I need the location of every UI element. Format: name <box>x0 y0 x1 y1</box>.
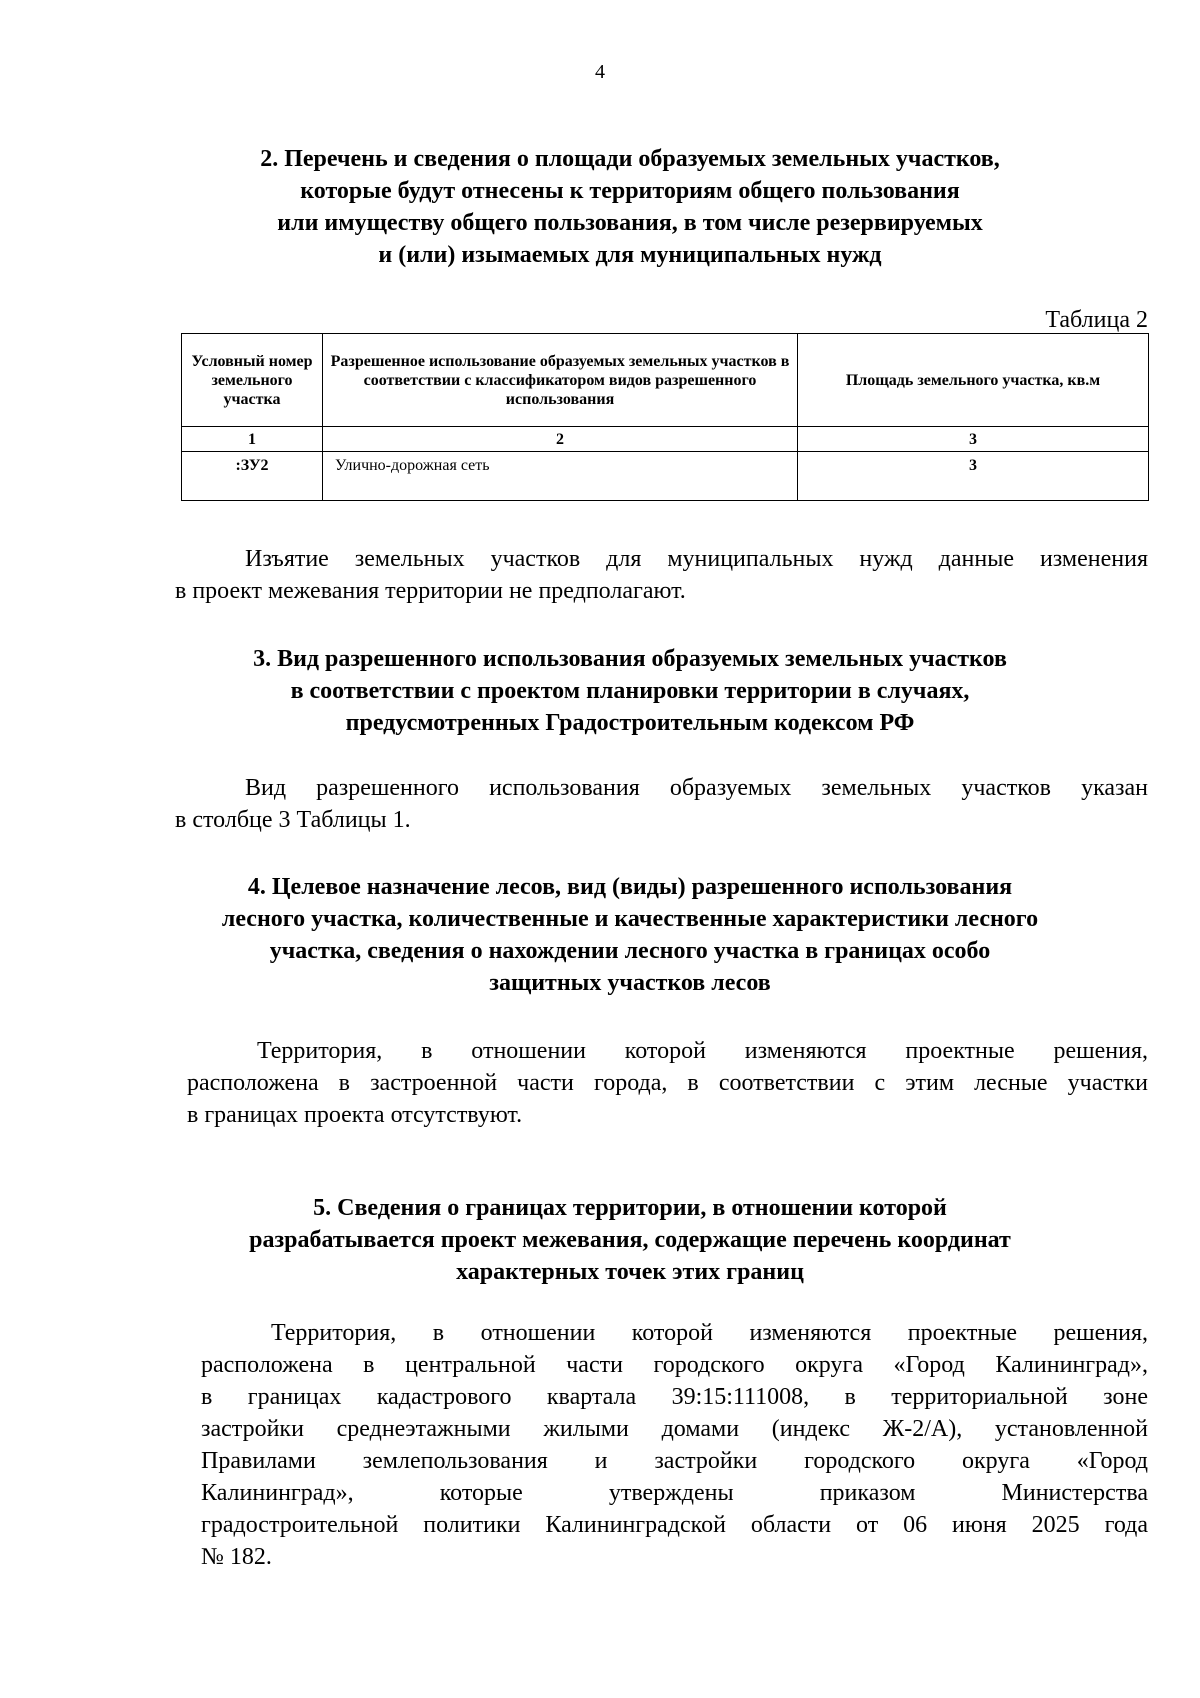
section-4-heading <box>150 871 1110 999</box>
paragraph-line: в проект межевания территории не предполагают. <box>175 578 686 604</box>
section-2-heading <box>150 143 1110 271</box>
paragraph-line: расположена в застроенной части города, в соответствии с этим лесные участки <box>187 1070 1148 1096</box>
paragraph-line: в столбце 3 Таблицы 1. <box>175 807 411 833</box>
paragraph-line: застройки среднеэтажными жилыми домами (индекс Ж-2/А), установленной <box>201 1416 1148 1442</box>
table-cell: :ЗУ2 <box>182 452 323 501</box>
heading-line: разрабатывается проект межевания, содержащие перечень координат <box>249 1227 1011 1253</box>
heading-line: и (или) изымаемых для муниципальных нужд <box>378 242 882 268</box>
header-plot-area: Площадь земельного участка, кв.м <box>798 334 1149 427</box>
column-number: 1 <box>182 427 323 452</box>
column-number: 2 <box>323 427 798 452</box>
heading-line: участка, сведения о нахождении лесного участка в границах особо <box>269 938 991 964</box>
heading-line: предусмотренных Градостроительным кодексом РФ <box>345 710 915 736</box>
heading-line: которые будут отнесены к территориям общего пользования <box>300 178 960 204</box>
paragraph-line: № 182. <box>201 1544 272 1570</box>
heading-line: 3. Вид разрешенного использования образуемых земельных участков <box>253 646 1007 672</box>
table-cell: 3 <box>798 452 1149 501</box>
section-3-paragraph <box>175 772 1148 836</box>
heading-line: 4. Целевое назначение лесов, вид (виды) разрешенного использования <box>247 874 1013 900</box>
section-5-heading <box>150 1192 1110 1288</box>
heading-line: 2. Перечень и сведения о площади образуемых земельных участков, <box>260 146 1000 172</box>
paragraph-line: Калининград», которые утверждены приказом Министерства <box>201 1480 1148 1506</box>
heading-line: лесного участка, количественные и качественные характеристики лесного <box>221 906 1039 932</box>
paragraph-line: Правилами землепользования и застройки городского округа «Город <box>201 1448 1148 1474</box>
paragraph-line: Вид разрешенного использования образуемых земельных участков указан <box>245 775 1148 801</box>
header-permitted-use: Разрешенное использование образуемых земельных участков в соответствии с классификатором видов разрешенного использования <box>323 334 798 427</box>
table-cell: Улично-дорожная сеть <box>323 452 798 501</box>
section-5-paragraph <box>201 1317 1148 1573</box>
heading-line: 5. Сведения о границах территории, в отношении которой <box>313 1195 947 1221</box>
paragraph-line: градостроительной политики Калининградской области от 06 июня 2025 года <box>201 1512 1148 1538</box>
section-3-heading <box>150 643 1110 739</box>
table-caption: Таблица 2 <box>1045 307 1148 333</box>
paragraph-line: в границах проекта отсутствуют. <box>187 1102 523 1128</box>
section-4-paragraph <box>187 1035 1148 1131</box>
table-header-row <box>182 334 1149 427</box>
section-2-paragraph <box>175 543 1148 607</box>
paragraph-line: расположена в центральной части городского округа «Город Калининград», <box>201 1352 1148 1378</box>
paragraph-line: Территория, в отношении которой изменяются проектные решения, <box>271 1320 1148 1346</box>
column-number: 3 <box>798 427 1149 452</box>
heading-line: защитных участков лесов <box>489 970 771 996</box>
paragraph-line: в границах кадастрового квартала 39:15:111008, в территориальной зоне <box>201 1384 1148 1410</box>
header-plot-number: Условный номер земельного участка <box>182 334 323 427</box>
table-column-numbers-row <box>182 427 1149 452</box>
paragraph-line: Территория, в отношении которой изменяются проектные решения, <box>257 1038 1148 1064</box>
heading-line: характерных точек этих границ <box>456 1259 804 1285</box>
paragraph-line: Изъятие земельных участков для муниципальных нужд данные изменения <box>245 546 1148 572</box>
table-row <box>182 452 1149 501</box>
land-plots-table <box>181 333 1148 501</box>
heading-line: в соответствии с проектом планировки территории в случаях, <box>290 678 970 704</box>
page-number: 4 <box>595 61 605 83</box>
heading-line: или имуществу общего пользования, в том числе резервируемых <box>277 210 983 236</box>
